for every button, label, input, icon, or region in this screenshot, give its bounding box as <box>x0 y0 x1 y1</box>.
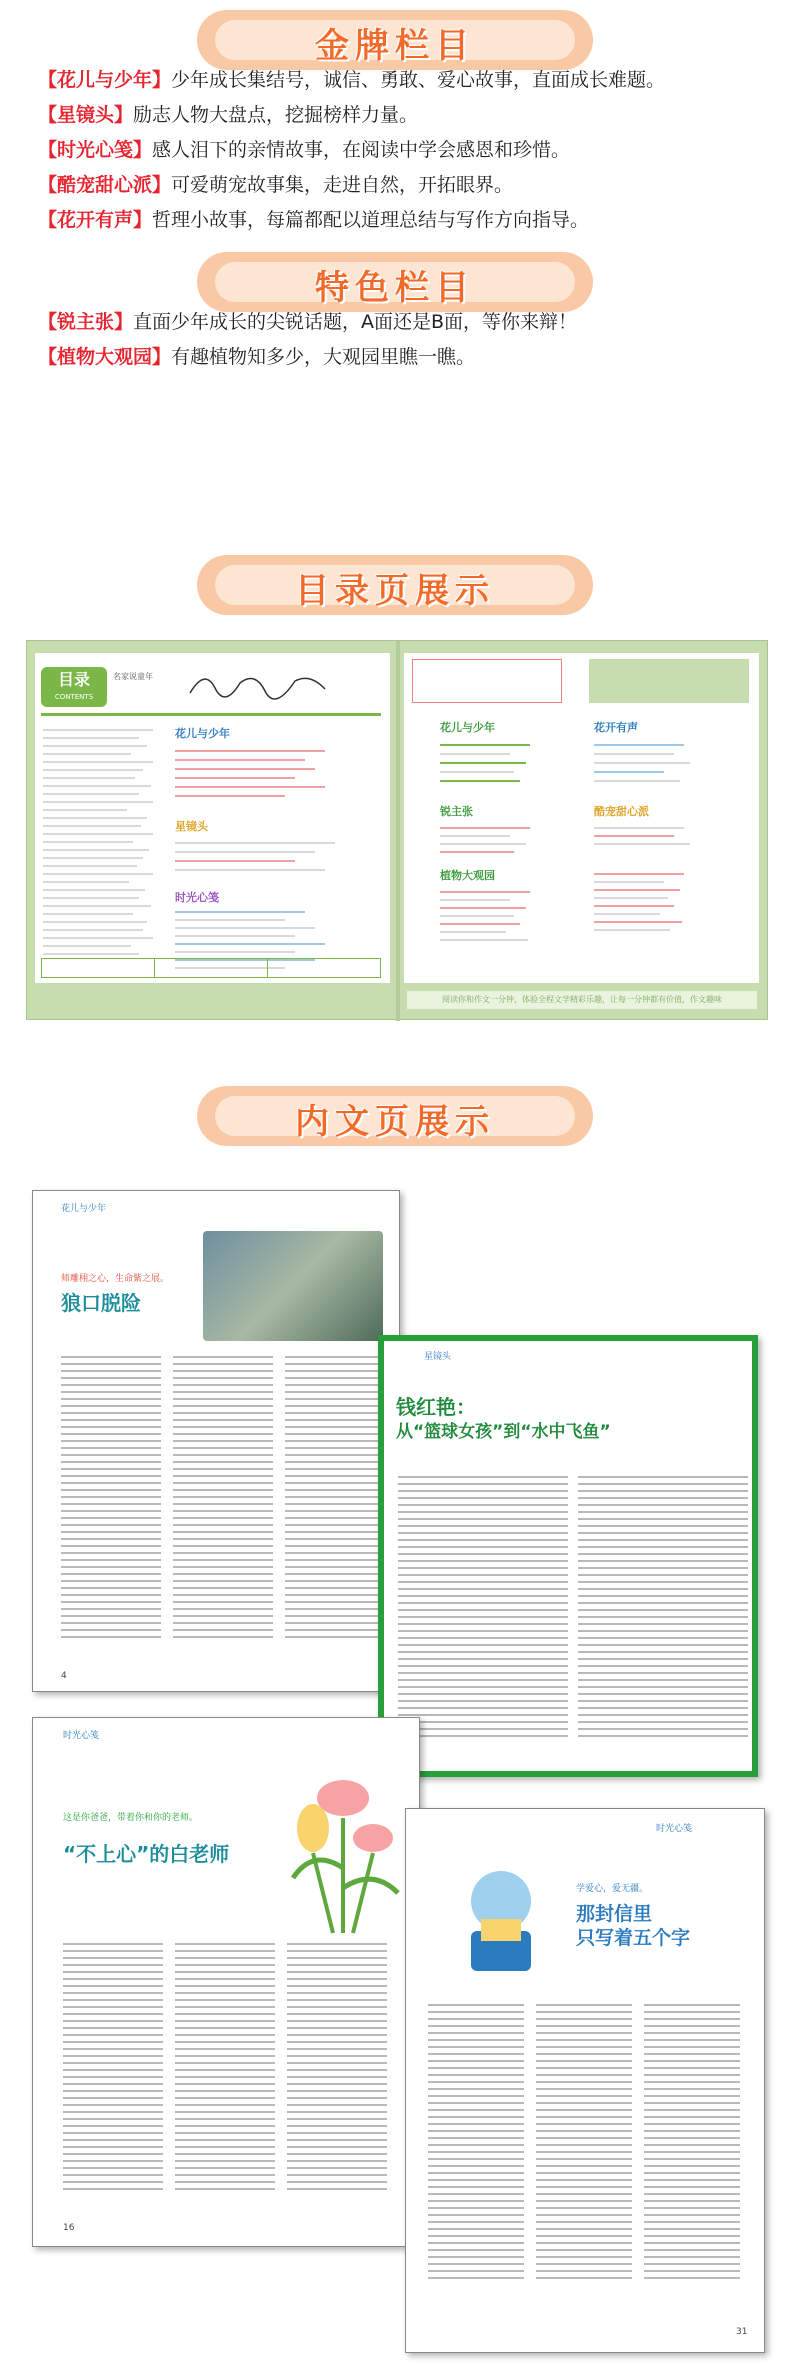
column-row <box>38 101 770 129</box>
contents-logo-en: CONTENTS <box>54 693 94 701</box>
column-tag: 【星镜头】 <box>38 104 134 126</box>
contact-box <box>589 659 749 703</box>
section-header-feature <box>197 252 593 312</box>
page-subtitle: 只写着五个字 <box>576 1927 691 1949</box>
catalog-entries <box>440 737 560 789</box>
column-tag: 【花开有声】 <box>38 209 153 231</box>
masthead-list <box>43 723 163 961</box>
flower-illustration <box>273 1758 413 1938</box>
column-row <box>38 66 770 94</box>
catalog-section-head: 花儿与少年 <box>175 727 230 740</box>
column-row <box>38 136 770 164</box>
catalog-section-head: 锐主张 <box>440 805 473 818</box>
spread-fold <box>396 641 400 1021</box>
catalog-section-head: 时光心笺 <box>175 891 219 904</box>
body-text <box>61 1351 161 1661</box>
section-title: 金牌栏目 <box>315 26 475 66</box>
catalog-entries <box>594 867 714 937</box>
column-row <box>38 206 770 234</box>
page-title: “不上心”的白老师 <box>63 1842 230 1866</box>
body-text <box>644 1999 740 2299</box>
page-number: 31 <box>736 2327 748 2337</box>
section-header-inner <box>197 1086 593 1146</box>
body-text <box>536 1999 632 2299</box>
inner-page-4 <box>405 1808 765 2353</box>
section-title: 特色栏目 <box>315 268 475 308</box>
inner-page-1 <box>32 1190 400 1692</box>
catalog-entries <box>175 835 375 878</box>
body-text <box>398 1471 568 1761</box>
contents-logo-text: 目录 <box>57 670 90 689</box>
catalog-entries <box>175 743 375 804</box>
handwriting-graphic <box>185 663 335 703</box>
page-column-label: 时光心笺 <box>656 1824 693 1834</box>
column-row <box>38 343 770 371</box>
section-title: 内文页展示 <box>295 1102 495 1142</box>
column-desc: 可爱萌宠故事集，走进自然，开拓眼界。 <box>171 174 514 196</box>
column-tag: 【植物大观园】 <box>38 346 172 368</box>
page-column-label: 时光心笺 <box>63 1731 100 1741</box>
divider <box>41 713 381 716</box>
inner-page-2 <box>378 1335 758 1777</box>
catalog-spread-image <box>26 640 768 1020</box>
section-title: 目录页展示 <box>295 571 495 611</box>
body-text <box>285 1351 385 1661</box>
catalog-entries <box>440 821 560 859</box>
body-text <box>287 1938 387 2208</box>
page-title: 狼口脱险 <box>61 1291 141 1315</box>
column-tag: 【酷宠甜心派】 <box>38 174 172 196</box>
body-text <box>173 1351 273 1661</box>
page-lead: 师雕栩之心，生命紫之展。 <box>61 1274 170 1284</box>
page-lead: 学爱心，爱无疆。 <box>576 1884 649 1894</box>
catalog-section-head: 酷宠甜心派 <box>594 805 649 818</box>
body-text <box>428 1999 524 2299</box>
notice-box <box>412 659 562 703</box>
catalog-entries <box>594 821 714 851</box>
column-desc: 直面少年成长的尖锐话题，A面还是B面，等你来辩！ <box>133 311 578 333</box>
catalog-entries <box>594 737 714 789</box>
boy-reading-illustration <box>446 1861 556 1981</box>
column-desc: 少年成长集结号，诚信、勇敢、爱心故事，直面成长难题。 <box>171 69 666 91</box>
page-title: 钱红艳： <box>396 1395 476 1419</box>
catalog-entries <box>440 885 560 947</box>
page-column-label: 星镜头 <box>424 1352 452 1362</box>
page-title: 那封信里 <box>576 1903 653 1925</box>
column-desc: 感人泪下的亲情故事，在阅读中学会感恩和珍惜。 <box>152 139 571 161</box>
column-row <box>38 171 770 199</box>
section-header-gold <box>197 10 593 70</box>
catalog-right-page <box>404 653 759 983</box>
page-number: 16 <box>63 2223 75 2233</box>
body-text <box>175 1938 275 2208</box>
illustration-wolf <box>203 1231 383 1341</box>
column-desc: 哲理小故事，每篇都配以道理总结与写作方向指导。 <box>152 209 590 231</box>
column-tag: 【锐主张】 <box>38 311 134 333</box>
column-desc: 励志人物大盘点，挖掘榜样力量。 <box>133 104 419 126</box>
catalog-badge: 名家说童年 <box>113 672 153 681</box>
page-subtitle: 从“篮球女孩”到“水中飞鱼” <box>396 1422 611 1442</box>
column-tag: 【时光心笺】 <box>38 139 153 161</box>
column-row <box>38 308 770 336</box>
page-column-label: 花儿与少年 <box>61 1204 107 1214</box>
catalog-left-page <box>35 653 390 983</box>
page-number: 4 <box>61 1671 67 1681</box>
section-header-catalog <box>197 555 593 615</box>
catalog-section-head: 植物大观园 <box>440 869 495 882</box>
body-text <box>63 1938 163 2208</box>
body-text <box>578 1471 748 1761</box>
page-lead: 这是你爸爸，带着你和你的老师。 <box>63 1813 199 1823</box>
column-tag: 【花儿与少年】 <box>38 69 172 91</box>
inner-page-3 <box>32 1717 420 2247</box>
catalog-section-head: 星镜头 <box>175 820 208 833</box>
catalog-footer-boxes <box>41 958 381 978</box>
contents-logo <box>41 667 107 707</box>
catalog-footer: 阅读你和作文一分钟，体验全程文学精彩乐趣，让每一分钟都有价值，作文趣味 <box>407 991 757 1009</box>
catalog-section-head: 花儿与少年 <box>440 721 495 734</box>
column-desc: 有趣植物知多少，大观园里瞧一瞧。 <box>171 346 476 368</box>
catalog-section-head: 花开有声 <box>594 721 638 734</box>
